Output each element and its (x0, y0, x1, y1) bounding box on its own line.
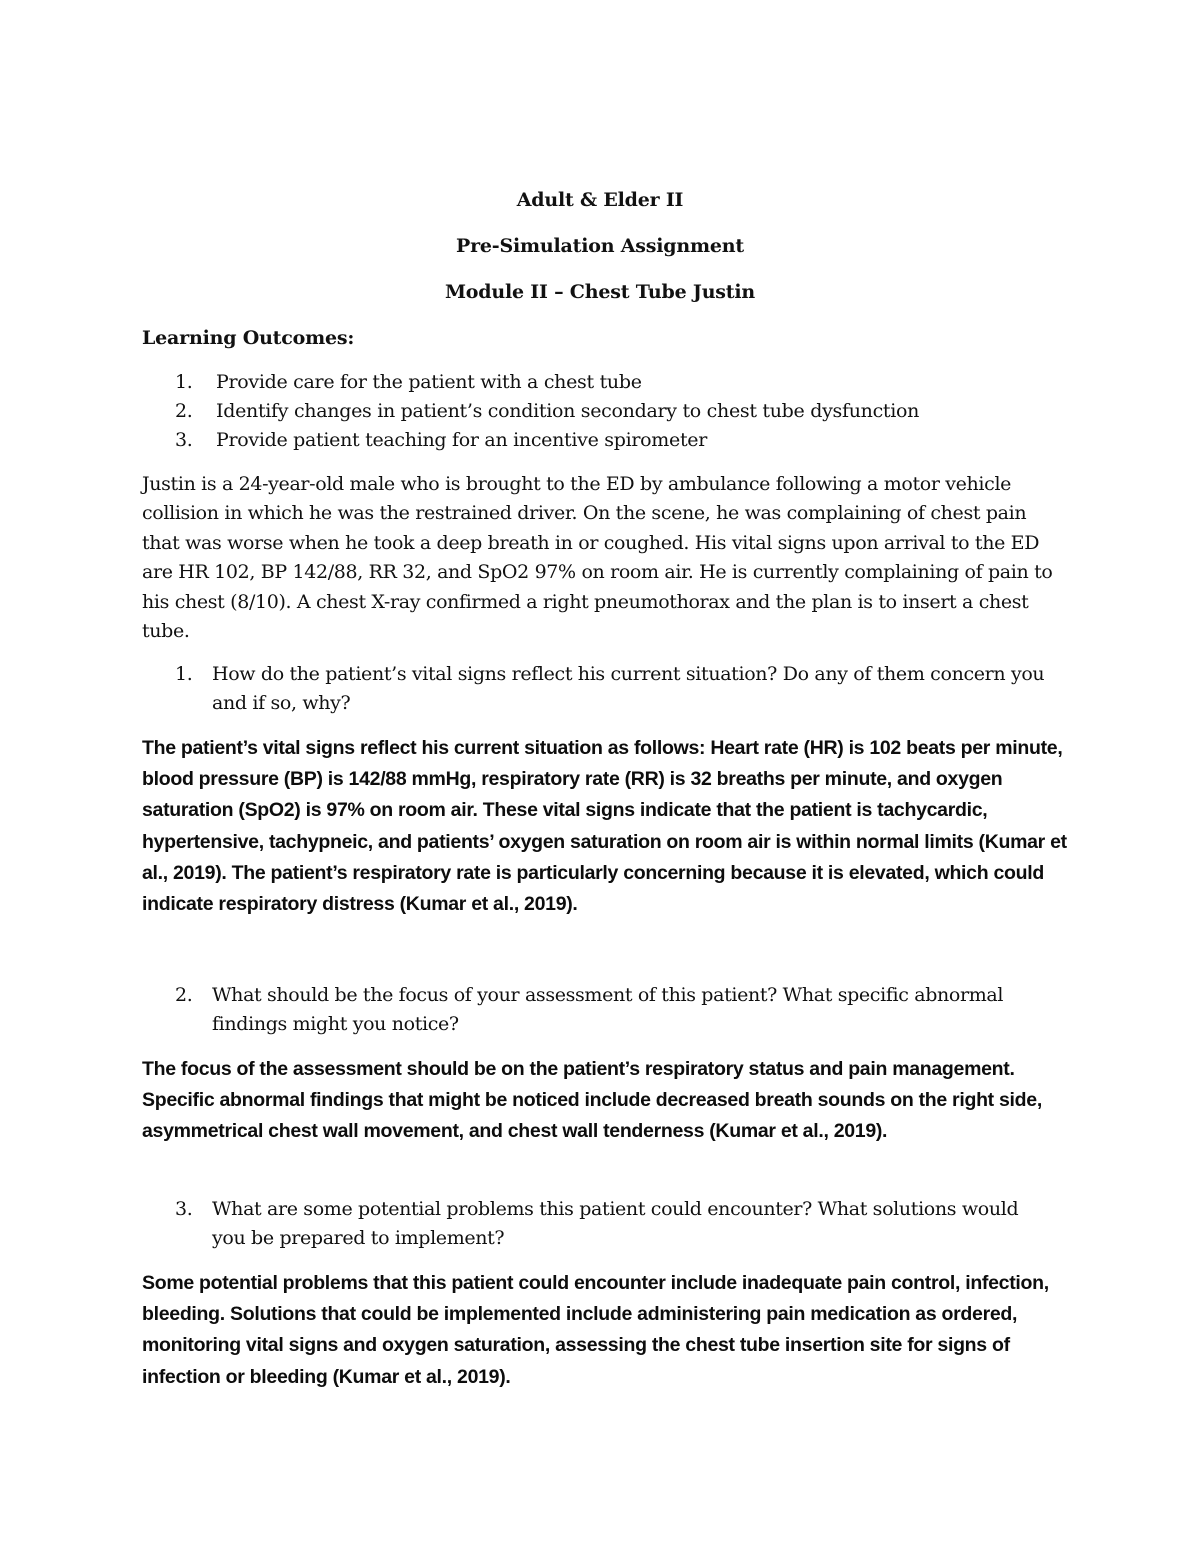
question-number: 1. (175, 663, 193, 685)
question-text: What are some potential problems this patient could encounter? What solutions would you be prepared to implement? (212, 1198, 1019, 1249)
question-text: What should be the focus of your assessment of this patient? What specific abnormal findings might you notice? (212, 984, 1004, 1035)
list-item-number: 3. (175, 429, 193, 451)
list-item-number: 2. (175, 400, 193, 422)
question-1 (175, 660, 1045, 718)
list-item-number: 1. (175, 371, 193, 393)
answer-2: The focus of the assessment should be on the patient’s respiratory status and pain management. Specific abnormal findings that might be noticed include decreased breath sounds on the right side, asymmetrical chest wall movement, and chest wall tenderness (Kumar et al., 2019). (142, 1058, 1042, 1143)
list-item-text: Provide care for the patient with a chest tube (216, 371, 642, 393)
answer-3: Some potential problems that this patient could encounter include inadequate pain control, infection, bleeding. Solutions that could be implemented include administering pain medication as ordered, monitoring vital signs and oxygen saturation, assessing the chest tube insertion site for signs of infection or bleeding (Kumar et al., 2019). (142, 1272, 1049, 1388)
assignment-title: Pre-Simulation Assignment (456, 235, 744, 257)
module-title: Module II – Chest Tube Justin (444, 281, 756, 303)
question-text: How do the patient’s vital signs reflect his current situation? Do any of them concern you and if so, why? (212, 663, 1045, 714)
scenario-paragraph: Justin is a 24-year-old male who is brought to the ED by ambulance following a motor vehicle collision in which he was the restrained driver. On the scene, he was complaining of chest pain that was worse when he took a deep breath in or coughed. His vital signs upon arrival to the ED are HR 102, BP 142/88, RR 32, and SpO2 97% on room air. He is currently complaining of pain to his chest (8/10). A chest X-ray confirmed a right pneumothorax and the plan is to insert a chest tube. (142, 473, 1053, 643)
question-3 (175, 1195, 1045, 1253)
answer-1: The patient’s vital signs reflect his current situation as follows: Heart rate (HR) is 102 beats per minute, blood pressure (BP) is 142/88 mmHg, respiratory rate (RR) is 32 breaths per minute, and oxygen saturation (SpO2) is 97% on room air. These vital signs indicate that the patient is tachycardic, hypertensive, tachypneic, and patients’ oxygen saturation on room air is within normal limits (Kumar et al., 2019). The patient’s respiratory rate is particularly concerning because it is elevated, which could indicate respiratory distress (Kumar et al., 2019). (142, 737, 1067, 916)
question-number: 2. (175, 984, 193, 1006)
learning-outcomes-heading: Learning Outcomes: (142, 327, 355, 349)
question-2 (175, 981, 1045, 1039)
list-item-text: Provide patient teaching for an incentive spirometer (216, 429, 708, 451)
list-item-text: Identify changes in patient’s condition secondary to chest tube dysfunction (216, 400, 920, 422)
course-title: Adult & Elder II (516, 189, 684, 211)
question-number: 3. (175, 1198, 193, 1220)
